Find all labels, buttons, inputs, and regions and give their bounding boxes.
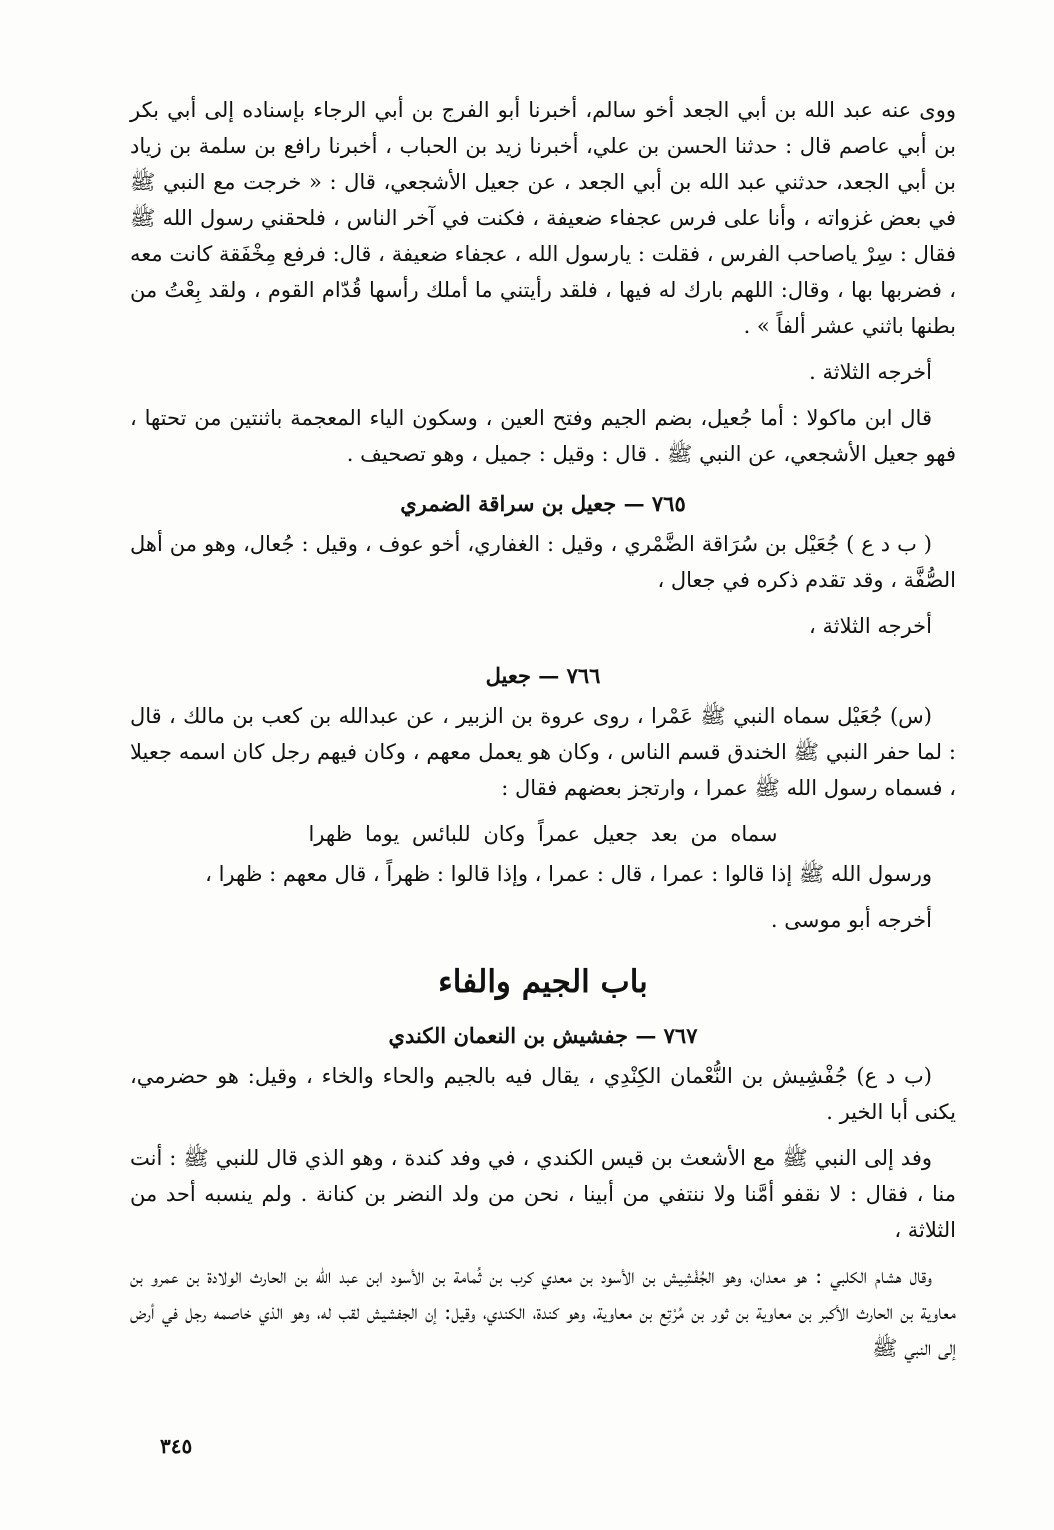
entry-767-paragraph-3: وقال هشام الكلبي : هو معدان، وهو الجُفْشِيش بن الأسود بن معدي كرب بن ثُمامة بن الأسود ابن عبد الله بن الحارث الولادة بن عمرو بن معاوية بن الحارث الأكبر بن معاوية بن ثور بن مُرْتِع بن معاوية، وهو كندة، الكندي، وقيل: إن الجفشيش لقب له، وهو الذي خاصمه رجل في أرض إلى النبي ﷺ xyxy=(130,1264,956,1360)
entry-766-after-verse: ورسول الله ﷺ إذا قالوا : عمرا ، قال : عمرا ، وإذا قالوا : ظهراً ، قال معهم : ظهرا ، xyxy=(205,862,932,886)
page-body xyxy=(130,92,956,1376)
entry-765-heading: ٧٦٥ — جعيل بن سراقة الضمري xyxy=(400,491,686,516)
chapter-title: باب الجيم والفاء xyxy=(438,964,648,1000)
page-number: ٣٤٥ xyxy=(160,1434,193,1458)
entry-767-paragraph-2: وفد إلى النبي ﷺ مع الأشعث بن قيس الكندي ، في وفد كندة ، وهو الذي قال للنبي ﷺ : أنت منا ، فقال : لا نقفو أمَّنا ولا ننتفي من أبينا ، نحن من ولد النضر بن كنانة . ولم ينسبه أحد من الثلاثة ، xyxy=(130,1146,956,1242)
entry-767-paragraph-1: (ب د ع) جُفْشِيش بن النُّعْمان الكِنْدِي ، يقال فيه بالجيم والحاء والخاء ، وقيل: هو حضرمي، يكنى أبا الخير . xyxy=(130,1064,956,1124)
entry-766-verse: سماه من بعد جعيل عمراً وكان للبائس يوما ظهرا xyxy=(308,822,778,846)
entry-765-paragraph-1: ( ب د ع ) جُعَيْل بن سُرَاقة الضَّمْري ، وقيل : الغفاري، أخو عوف ، وقيل : جُعال، وهو من أهل الصُّفَّة ، وقد تقدم ذكره في جعال ، xyxy=(130,532,956,592)
entry-765-paragraph-2: أخرجه الثلاثة ، xyxy=(809,614,932,638)
paragraph-3: قال ابن ماكولا : أما جُعيل، بضم الجيم وفتح العين ، وسكون الياء المعجمة باثنتين من تحتها ، فهو جعيل الأشجعي، عن النبي ﷺ . قال : وقيل : جميل ، وهو تصحيف . xyxy=(130,406,956,466)
entry-766-paragraph-1: (س) جُعَيْل سماه النبي ﷺ عَمْرا ، روى عروة بن الزبير ، عن عبدالله بن كعب بن مالك ، قال : لما حفر النبي ﷺ الخندق قسم الناس ، وكان هو يعمل معهم ، وكان فيهم رجل كان اسمه جعيلا ، فسماه رسول الله ﷺ عمرا ، وارتجز بعضهم فقال : xyxy=(130,704,956,800)
entry-766-closing: أخرجه أبو موسى . xyxy=(770,908,932,932)
paragraph-1: ووى عنه عبد الله بن أبي الجعد أخو سالم، أخبرنا أبو الفرج بن أبي الرجاء بإسناده إلى أبي بكر بن أبي عاصم قال : حدثنا الحسن بن علي، أخبرنا زيد بن الحباب ، أخبرنا رافع بن سلمة بن زياد بن أبي الجعد، حدثني عبد الله بن أبي الجعد ، عن جعيل الأشجعي، قال : « خرجت مع النبي ﷺ في بعض غزواته ، وأنا على فرس عجفاء ضعيفة ، فكنت في آخر الناس ، فلحقني رسول الله ﷺ فقال : سِرْ ياصاحب الفرس ، فقلت : يارسول الله ، عجفاء ضعيفة ، قال: فرفع مِخْفَقة كانت معه ، فضربها بها ، وقال: اللهم بارك له فيها ، فلقد رأيتني ما أملك رأسها قُدّام القوم ، ولقد بِعْتُ من بطنها باثني عشر ألفاً » . xyxy=(130,98,956,338)
entry-767-heading: ٧٦٧ — جفشيش بن النعمان الكندي xyxy=(388,1023,698,1048)
paragraph-2: أخرجه الثلاثة . xyxy=(809,360,932,384)
entry-766-heading: ٧٦٦ — جعيل xyxy=(485,663,601,688)
